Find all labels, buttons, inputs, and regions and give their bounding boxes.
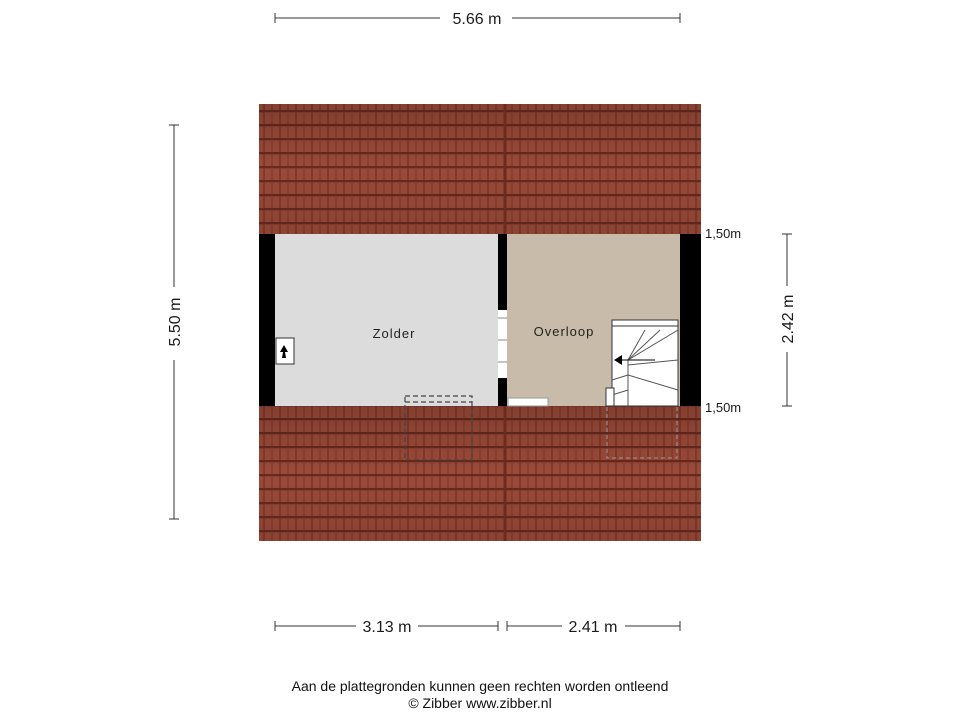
roof-top [259,104,701,234]
dimension-left-label: 5.50 m [167,297,184,347]
boiler-icon [276,338,294,364]
height-marker-upper: 1,50m [705,226,742,241]
room-label-overloop: Overloop [533,324,595,339]
hatch [508,398,548,406]
height-marker-lower: 1,50m [705,400,742,415]
copyright-text: © Zibber www.zibber.nl [408,695,552,711]
dimension-top-label: 5.66 m [452,11,502,28]
stairs [606,320,678,406]
room-label-zolder: Zolder [372,326,416,341]
disclaimer-text: Aan de plattegronden kunnen geen rechten worden ontleend [291,678,669,694]
roof-bottom [259,406,701,541]
dimension-right-label: 2.42 m [780,294,797,344]
dimension-bottom-right-label: 2.41 m [568,619,618,636]
wall-left [259,234,275,406]
door-opening [498,310,507,378]
wall-right [680,234,701,406]
zolder-floor [275,234,498,406]
dimension-bottom-left-label: 3.13 m [362,619,412,636]
